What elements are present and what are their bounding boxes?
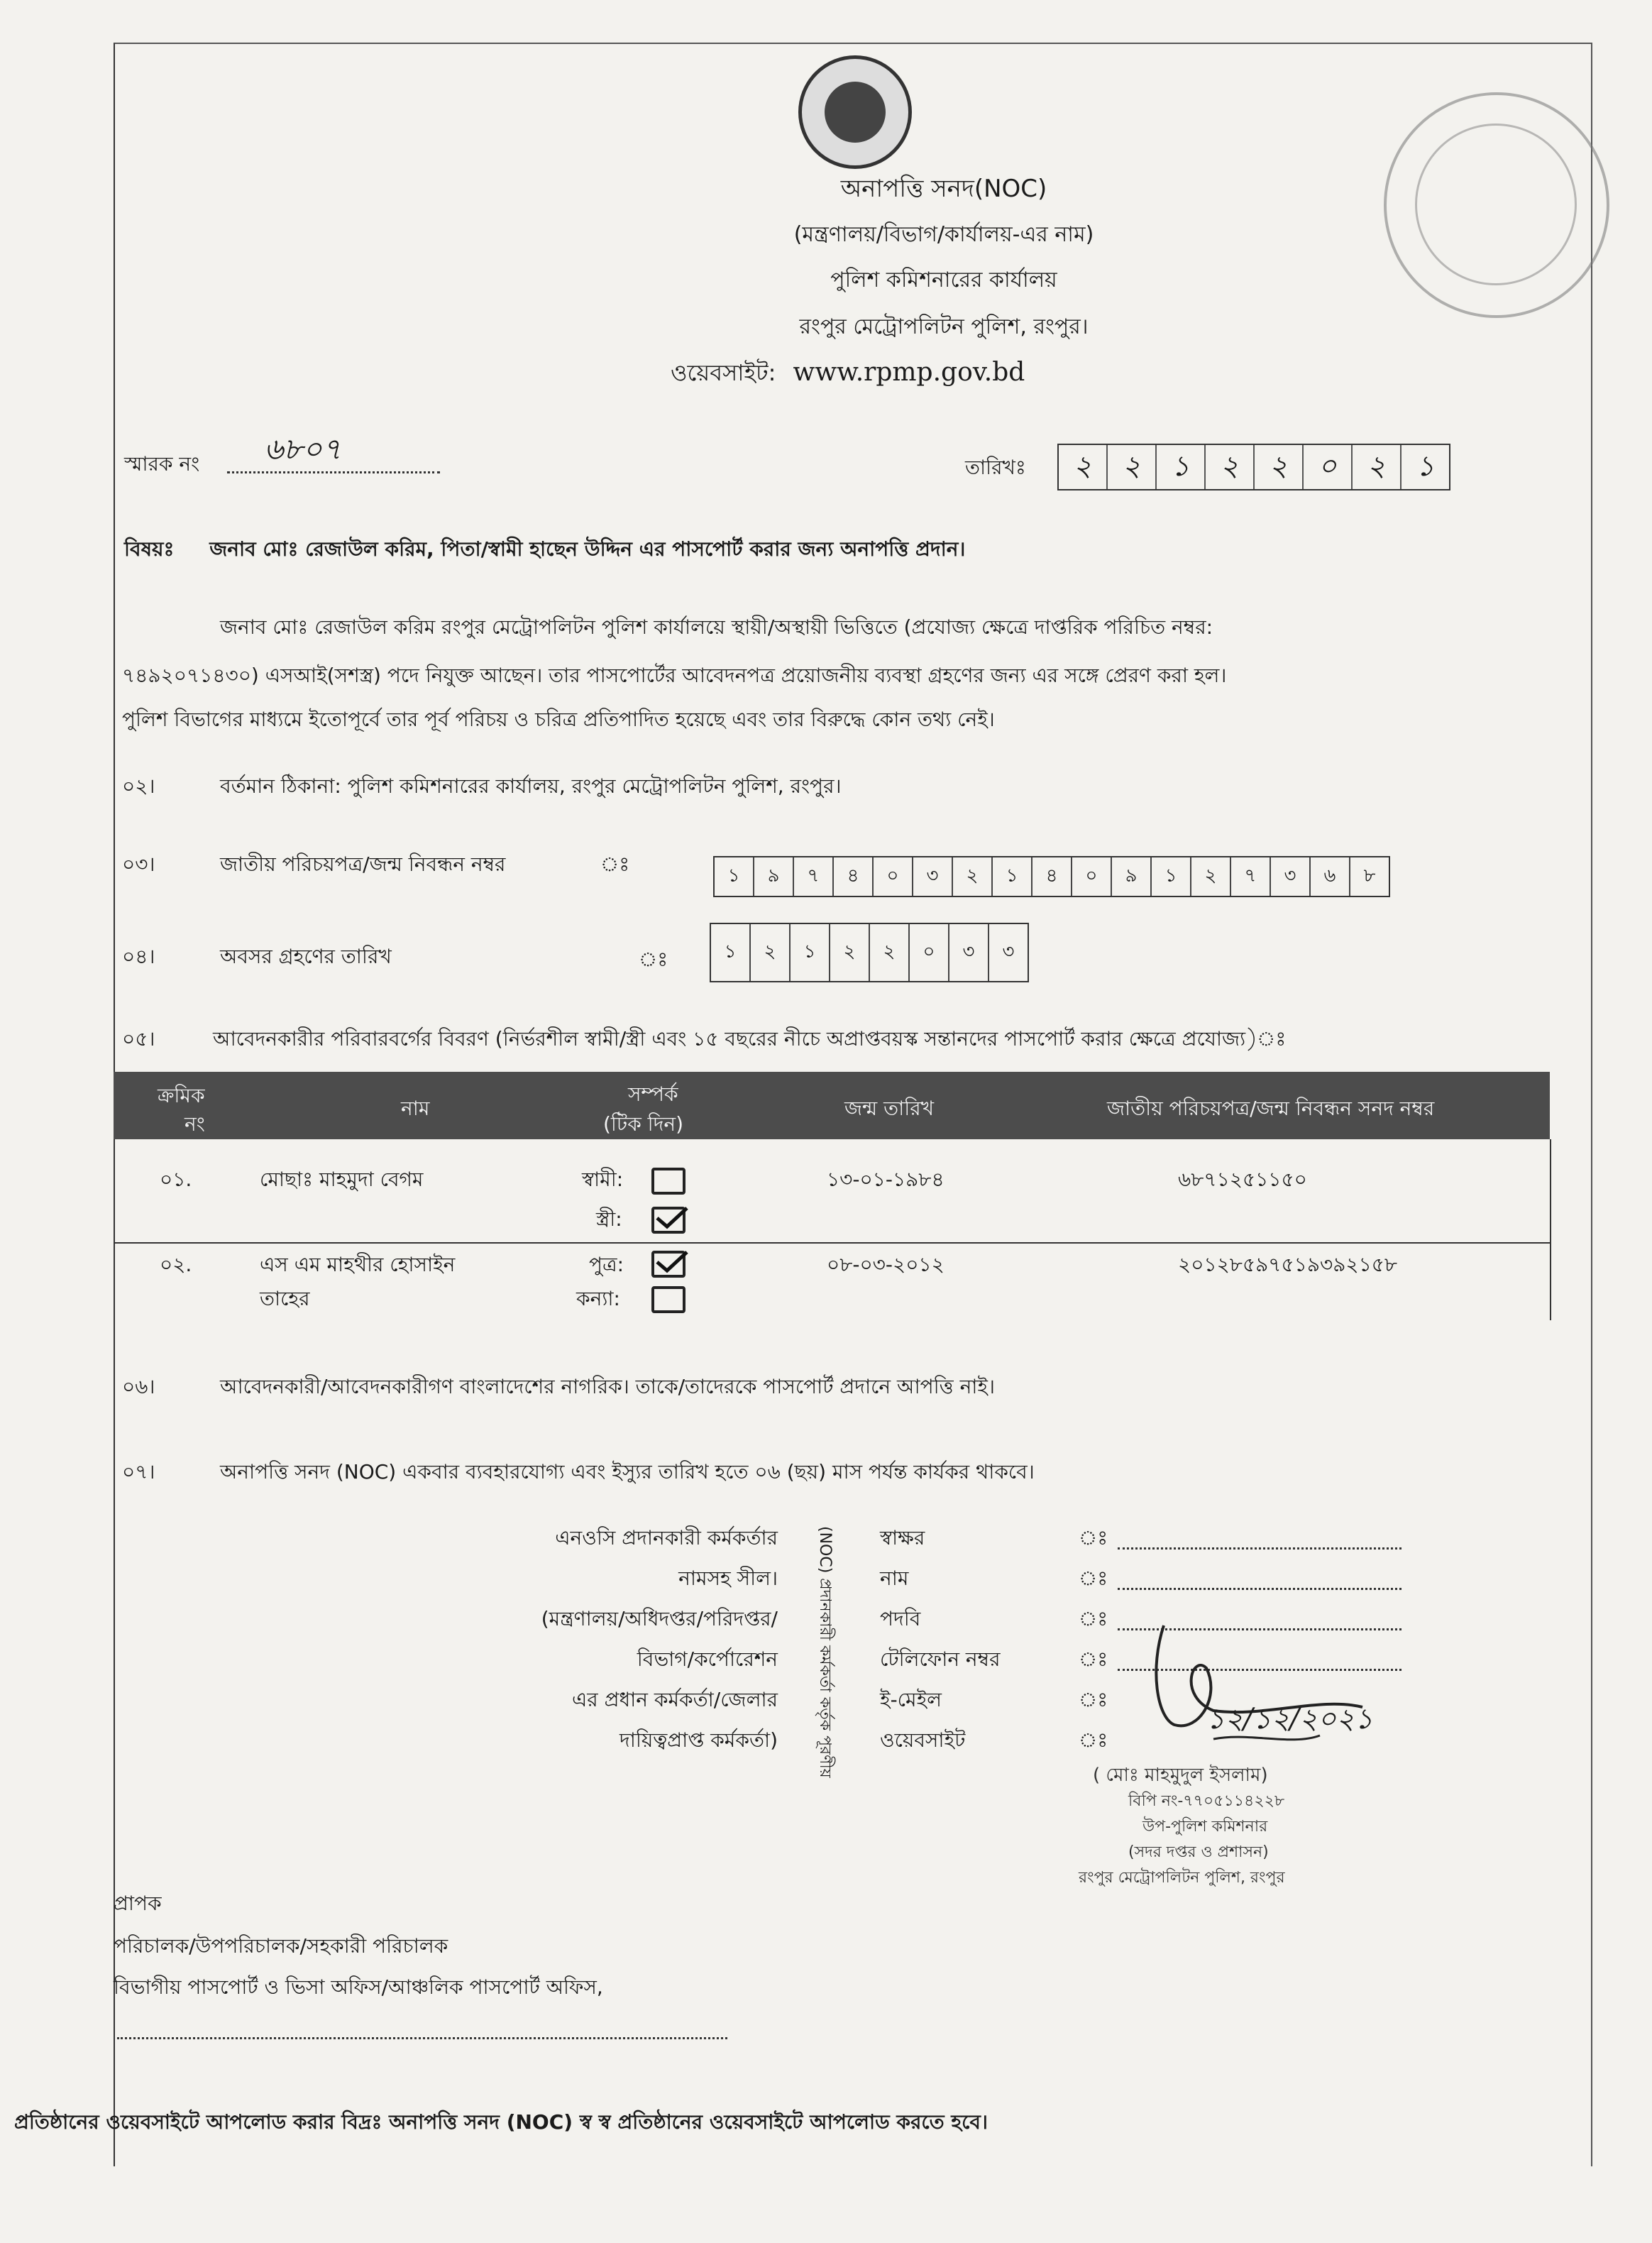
nid-digit: ১: [715, 857, 754, 896]
field-colon: ঃ: [1079, 1607, 1108, 1630]
row2-dob: ০৮-০৩-২০১২: [827, 1253, 945, 1276]
retirement-digit: ৩: [949, 924, 989, 981]
document-title: অনাপত্তি সনদ(NOC): [840, 175, 1047, 203]
field-designation-label: পদবি: [880, 1607, 921, 1630]
nid-digit: ২: [953, 857, 993, 896]
recipient-address-field[interactable]: [117, 2037, 727, 2039]
retirement-digit: ২: [870, 924, 910, 981]
officer-line: এর প্রধান কর্মকর্তা/জেলার: [571, 1688, 778, 1711]
col-name: নাম: [401, 1097, 430, 1120]
date-digit: ১: [1416, 449, 1435, 483]
nid-digit: ০: [874, 857, 913, 896]
field-colon: ঃ: [1079, 1526, 1108, 1550]
officer-line: (মন্ত্রণালয়/অধিদপ্তর/পরিদপ্তর/: [541, 1607, 778, 1630]
row1-relation-b: স্ত্রী:: [596, 1207, 622, 1231]
item07-text: অনাপত্তি সনদ (NOC) একবার ব্যবহারযোগ্য এবং ইস্যুর তারিখ হতে ০৬ (ছয়) মাস পর্যন্ত কার্যকর থাকবে।: [220, 1460, 1035, 1484]
handwritten-signature-icon: [1107, 1611, 1504, 1767]
nid-digit: ৩: [913, 857, 953, 896]
nid-digit: ২: [1191, 857, 1231, 896]
date-digit: ২: [1255, 445, 1304, 489]
header-office-location: রংপুর মেট্রোপলিটন পুলিশ, রংপুর।: [799, 314, 1089, 339]
nid-digit: ১: [1152, 857, 1191, 896]
recipient-line2: বিভাগীয় পাসপোর্ট ও ভিসা অফিস/আঞ্চলিক পাসপোর্ট অফিস,: [114, 1975, 603, 1999]
item04-number: ০৪।: [122, 945, 155, 968]
recipient-line1: পরিচালক/উপপরিচালক/সহকারী পরিচালক: [114, 1934, 448, 1958]
signature-field[interactable]: [1118, 1547, 1402, 1550]
name-field[interactable]: [1118, 1588, 1402, 1590]
check-mark-icon: [654, 1205, 688, 1232]
retirement-digit: ৩: [1002, 941, 1015, 963]
row2-serial: ০২.: [160, 1253, 192, 1276]
row2-checkbox-b[interactable]: [651, 1286, 685, 1313]
nid-digit: ৮: [1363, 865, 1376, 887]
footer-note: প্রতিষ্ঠানের ওয়েবসাইটে আপলোড করার বিদ্রঃ অনাপত্তি সনদ (NOC) স্ব স্ব প্রতিষ্ঠানের ওয়েবসাইটে আপলোড করতে হবে।: [14, 2110, 988, 2134]
row1-checkbox-b[interactable]: [651, 1207, 685, 1234]
nid-number-boxes: [713, 856, 1390, 897]
date-digit: ২: [1353, 445, 1402, 489]
field-name-label: নাম: [880, 1567, 909, 1590]
officer-bp-number: বিপি নং-৭৭০৫১১৪২২৮: [1128, 1792, 1285, 1810]
date-label: তারিখঃ: [965, 456, 1026, 479]
nid-digit: ১: [993, 857, 1032, 896]
nid-digit: ৪: [1032, 857, 1072, 896]
retirement-digit: ১: [711, 924, 751, 981]
website-label: ওয়েবসাইট:: [671, 359, 776, 386]
row1-name: মোছাঃ মাহমুদা বেগম: [260, 1168, 424, 1191]
para01-line2: ৭৪৯২০৭১৪৩০) এসআই(সশস্ত্র) পদে নিযুক্ত আছেন। তার পাসপোর্টের আবেদনপত্র প্রয়োজনীয় ব্যবস্থা গ্রহণের জন্য এর সঙ্গে প্রেরণ করা হল।: [122, 664, 1227, 687]
vertical-note: (NOC) প্রদানকারী কর্মকর্তা কর্তৃক পূরণীয়: [816, 1526, 834, 1778]
nid-digit: ৩: [1271, 857, 1311, 896]
row1-relation-a: স্বামী:: [582, 1168, 624, 1191]
recipient-label: প্রাপক: [114, 1892, 162, 1915]
retirement-digit: ২: [751, 924, 791, 981]
officer-line: দায়িত্বপ্রাপ্ত কর্মকর্তা): [620, 1728, 778, 1752]
officer-office: রংপুর মেট্রোপলিটন পুলিশ, রংপুর: [1079, 1869, 1285, 1887]
item03-label: জাতীয় পরিচয়পত্র/জন্ম নিবন্ধন নম্বর: [220, 852, 506, 876]
item06-text: আবেদনকারী/আবেদনকারীগণ বাংলাদেশের নাগরিক। তাকে/তাদেরকে পাসপোর্ট প্রদানে আপত্তি নাই।: [220, 1375, 996, 1398]
retirement-date-boxes: [710, 923, 1029, 982]
para01-line1: জনাব মোঃ রেজাউল করিম রংপুর মেট্রোপলিটন পুলিশ কার্যালয়ে স্থায়ী/অস্থায়ী ভিত্তিতে (প্রযোজ্য ক্ষেত্রে দাপ্তরিক পরিচিত নম্বর:: [220, 615, 1213, 639]
item05-number: ০৫।: [122, 1027, 155, 1051]
item04-colon: ঃ: [639, 948, 668, 971]
officer-designation: উপ-পুলিশ কমিশনার: [1142, 1818, 1268, 1836]
field-colon: ঃ: [1079, 1728, 1108, 1752]
item02-text: বর্তমান ঠিকানা: পুলিশ কমিশনারের কার্যালয়, রংপুর মেট্রোপলিটন পুলিশ, রংপুর।: [220, 774, 842, 798]
row2-checkbox-a[interactable]: [651, 1251, 685, 1278]
row2-name: এস এম মাহথীর হোসাইন: [260, 1253, 456, 1276]
field-email-label: ই-মেইল: [880, 1688, 942, 1711]
memo-label: স্মারক নং: [124, 452, 200, 476]
nid-digit: ৬: [1311, 857, 1350, 896]
date-digit: ২: [1059, 445, 1108, 489]
col-serial-1: ক্রমিক: [158, 1084, 205, 1107]
date-digit: ১: [1157, 445, 1206, 489]
date-digit: ০: [1304, 445, 1353, 489]
item03-colon: ঃ: [600, 852, 630, 876]
family-table-header: [114, 1072, 1550, 1139]
subject-text: জনাব মোঃ রেজাউল করিম, পিতা/স্বামী হাছেন উদ্দিন এর পাসপোর্ট করার জন্য অনাপত্তি প্রদান।: [209, 537, 966, 561]
row2-relation-a: পুত্র:: [589, 1253, 624, 1276]
row1-serial: ০১.: [160, 1168, 192, 1191]
header-office-name: পুলিশ কমিশনারের কার্যালয়: [830, 268, 1057, 292]
officer-line: এনওসি প্রদানকারী কর্মকর্তার: [555, 1526, 778, 1550]
col-serial-2: নং: [185, 1112, 205, 1136]
website-url: www.rpmp.gov.bd: [793, 358, 1025, 387]
check-mark-icon: [654, 1249, 688, 1276]
row1-nid: ৬৮৭১২৫১১৫০: [1178, 1168, 1307, 1191]
field-signature-label: স্বাক্ষর: [880, 1526, 925, 1550]
row2-nid: ২০১২৮৫৯৭৫১৯৩৯২১৫৮: [1178, 1253, 1398, 1276]
item07-number: ০৭।: [122, 1460, 155, 1484]
officer-line: বিভাগ/কর্পোরেশন: [637, 1647, 778, 1671]
date-boxes: [1057, 444, 1450, 490]
header-ministry-line: (মন্ত্রণালয়/বিভাগ/কার্যালয়-এর নাম): [793, 222, 1094, 247]
nid-digit: ৭: [1231, 857, 1271, 896]
memo-number: ৬৮০৭: [264, 432, 342, 466]
para01-line3: পুলিশ বিভাগের মাধ্যমে ইতোপূর্বে তার পূর্ব পরিচয় ও চরিত্র প্রতিপাদিত হয়েছে এবং তার বিরুদ্ধে কোন তথ্য নেই।: [122, 708, 995, 731]
officer-name: ( মোঃ মাহমুদুল ইসলাম): [1093, 1765, 1268, 1786]
field-colon: ঃ: [1079, 1567, 1108, 1590]
nid-digit: ৪: [834, 857, 874, 896]
nid-digit: ৯: [1112, 857, 1152, 896]
row2-relation-b: কন্যা:: [576, 1287, 620, 1310]
officer-department: (সদর দপ্তর ও প্রশাসন): [1128, 1843, 1269, 1861]
item06-number: ০৬।: [122, 1375, 155, 1398]
retirement-digit: ০: [910, 924, 949, 981]
subject-label: বিষয়ঃ: [124, 537, 175, 561]
officer-line: নামসহ সীল।: [678, 1567, 778, 1590]
col-dob: জন্ম তারিখ: [844, 1097, 935, 1120]
col-nid: জাতীয় পরিচয়পত্র/জন্ম নিবন্ধন সনদ নম্বর: [1107, 1097, 1435, 1120]
retirement-digit: ১: [791, 924, 830, 981]
item04-label: অবসর গ্রহণের তারিখ: [220, 945, 392, 968]
row1-checkbox-a[interactable]: [651, 1168, 685, 1195]
website-row: [671, 355, 1025, 393]
field-telephone-label: টেলিফোন নম্বর: [880, 1647, 1001, 1671]
retirement-digit: ২: [830, 924, 870, 981]
date-digit: ২: [1108, 445, 1157, 489]
item05-text: আবেদনকারীর পরিবারবর্গের বিবরণ (নির্ভরশীল স্বামী/স্ত্রী এবং ১৫ বছরের নীচে অপ্রাপ্তবয়স্ক সন্তানদের পাসপোর্ট করার ক্ষেত্রে প্রযোজ্য)ঃ: [213, 1027, 1287, 1051]
item02-number: ০২।: [122, 774, 155, 798]
field-website-label: ওয়েবসাইট: [880, 1728, 966, 1752]
nid-digit: ৯: [754, 857, 794, 896]
field-colon: ঃ: [1079, 1647, 1108, 1671]
signature-date: ১২/১২/২০২১: [1206, 1703, 1373, 1735]
row1-dob: ১৩-০১-১৯৮৪: [827, 1168, 945, 1191]
item03-number: ০৩।: [122, 852, 155, 876]
government-seal-icon: [798, 55, 912, 169]
date-digit: ২: [1206, 445, 1255, 489]
office-stamp-icon: [1384, 92, 1609, 318]
nid-digit: ৭: [794, 857, 834, 896]
col-relation-2: (টিক দিন): [603, 1112, 684, 1136]
field-colon: ঃ: [1079, 1688, 1108, 1711]
nid-digit: ০: [1072, 857, 1112, 896]
subject-row: [124, 534, 965, 567]
col-relation-1: সম্পর্ক: [628, 1082, 678, 1106]
row2-name-cont: তাহের: [260, 1287, 310, 1310]
